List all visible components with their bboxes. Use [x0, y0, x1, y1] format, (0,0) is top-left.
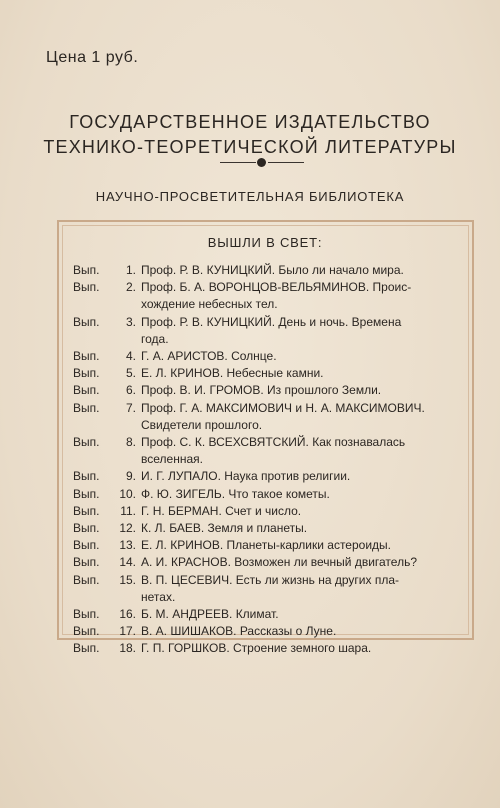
list-item [73, 554, 465, 571]
issue-number: 1. [125, 263, 136, 277]
issue-label: Вып. [73, 538, 100, 553]
published-list [73, 262, 465, 658]
issue-number: 17. [119, 624, 136, 639]
issue-number: 9. [125, 469, 136, 484]
issue-title: Г. Н. БЕРМАН. Счет и число. [141, 503, 302, 518]
issue-number: 4. [125, 349, 136, 364]
issue-title: В. А. ШИШАКОВ. Рассказы о Луне. [141, 624, 337, 639]
issue-title: А. И. КРАСНОВ. Возможен ли вечный двигатель? [141, 555, 417, 570]
list-item [73, 623, 465, 640]
issue-label: Вып. [73, 469, 100, 484]
issue-title: Проф. Р. В. КУНИЦКИЙ. Было ли начало мира. [141, 263, 404, 277]
issue-number: 18. [119, 641, 136, 656]
series-title: НАУЧНО-ПРОСВЕТИТЕЛЬНАЯ БИБЛИОТЕКА [95, 189, 405, 204]
issue-number: 3. [125, 314, 136, 329]
issue-label: Вып. [73, 314, 100, 329]
issue-number: 8. [125, 435, 136, 450]
issue-label: Вып. [73, 263, 100, 277]
publisher-line-2: ТЕХНИКО-ТЕОРЕТИЧЕСКОЙ ЛИТЕРАТУРЫ [43, 137, 457, 157]
issue-number: 7. [125, 400, 136, 415]
issue-title-continuation: хождение небесных тел. [141, 297, 278, 312]
issue-label: Вып. [73, 280, 100, 295]
list-item [73, 400, 465, 417]
publisher-line-1: ГОСУДАРСТВЕННОЕ ИЗДАТЕЛЬСТВО [69, 112, 431, 132]
issue-label: Вып. [73, 349, 100, 364]
published-list-title: ВЫШЛИ В СВЕТ: [207, 235, 323, 250]
issue-title: Проф. С. К. ВСЕХСВЯТСКИЙ. Как познавалась [141, 435, 406, 450]
issue-title: К. Л. БАЕВ. Земля и планеты. [141, 521, 308, 536]
list-item [73, 434, 465, 451]
issue-label: Вып. [73, 400, 100, 415]
issue-number: 16. [119, 607, 136, 622]
ornament-dot [257, 158, 266, 167]
issue-label: Вып. [73, 607, 100, 622]
list-item [73, 262, 465, 279]
issue-title: Г. А. АРИСТОВ. Солнце. [141, 349, 277, 364]
issue-label: Вып. [73, 624, 100, 639]
issue-title-continuation: вселенная. [141, 452, 203, 467]
issue-title: Проф. Г. А. МАКСИМОВИЧ и Н. А. МАКСИМОВИЧ. [141, 400, 425, 415]
issue-title: Е. Л. КРИНОВ. Небесные камни. [141, 366, 324, 381]
list-item [73, 537, 465, 554]
issue-number: 6. [125, 383, 136, 398]
list-item [73, 365, 465, 382]
list-item [73, 606, 465, 623]
issue-label: Вып. [73, 521, 100, 536]
list-item [73, 382, 465, 399]
list-item [73, 279, 465, 296]
price-label: Цена 1 руб. [46, 49, 139, 66]
issue-title: Проф. В. И. ГРОМОВ. Из прошлого Земли. [141, 383, 382, 398]
issue-number: 15. [119, 572, 136, 587]
issue-label: Вып. [73, 486, 100, 501]
issue-number: 5. [125, 366, 136, 381]
issue-title-continuation: нетах. [141, 589, 176, 604]
list-item [73, 348, 465, 365]
issue-title: Г. П. ГОРШКОВ. Строение земного шара. [141, 641, 372, 656]
issue-number: 14. [119, 555, 136, 570]
issue-title: Ф. Ю. ЗИГЕЛЬ. Что такое кометы. [141, 486, 330, 501]
list-item [73, 572, 465, 589]
issue-label: Вып. [73, 503, 100, 518]
issue-number: 11. [120, 503, 136, 518]
list-item [73, 520, 465, 537]
issue-label: Вып. [73, 383, 100, 398]
issue-label: Вып. [73, 366, 100, 381]
ornament-line-left [220, 162, 256, 163]
issue-label: Вып. [73, 555, 100, 570]
list-item [73, 468, 465, 485]
issue-title: Б. М. АНДРЕЕВ. Климат. [141, 607, 279, 622]
issue-title: В. П. ЦЕСЕВИЧ. Есть ли жизнь на других пла- [141, 572, 400, 587]
list-item [73, 314, 465, 331]
list-item [73, 486, 465, 503]
ornament-divider [220, 158, 304, 168]
issue-number: 2. [125, 280, 136, 295]
issue-number: 12. [119, 521, 136, 536]
publisher-name [0, 110, 500, 160]
issue-title-continuation: года. [141, 331, 169, 346]
issue-number: 10. [119, 486, 136, 501]
issue-title: Проф. Б. А. ВОРОНЦОВ-ВЕЛЬЯМИНОВ. Проис- [141, 280, 412, 295]
issue-title-continuation: Свидетели прошлого. [141, 417, 263, 432]
issue-number: 13. [119, 538, 136, 553]
issue-label: Вып. [73, 641, 100, 656]
ornament-line-right [268, 162, 304, 163]
issue-title: И. Г. ЛУПАЛО. Наука против религии. [141, 469, 351, 484]
issue-label: Вып. [73, 572, 100, 587]
issue-label: Вып. [73, 435, 100, 450]
issue-title: Проф. Р. В. КУНИЦКИЙ. День и ночь. Времена [141, 314, 402, 329]
issue-title: Е. Л. КРИНОВ. Планеты-карлики астероиды. [141, 538, 391, 553]
list-item [73, 640, 465, 657]
list-item [73, 503, 465, 520]
